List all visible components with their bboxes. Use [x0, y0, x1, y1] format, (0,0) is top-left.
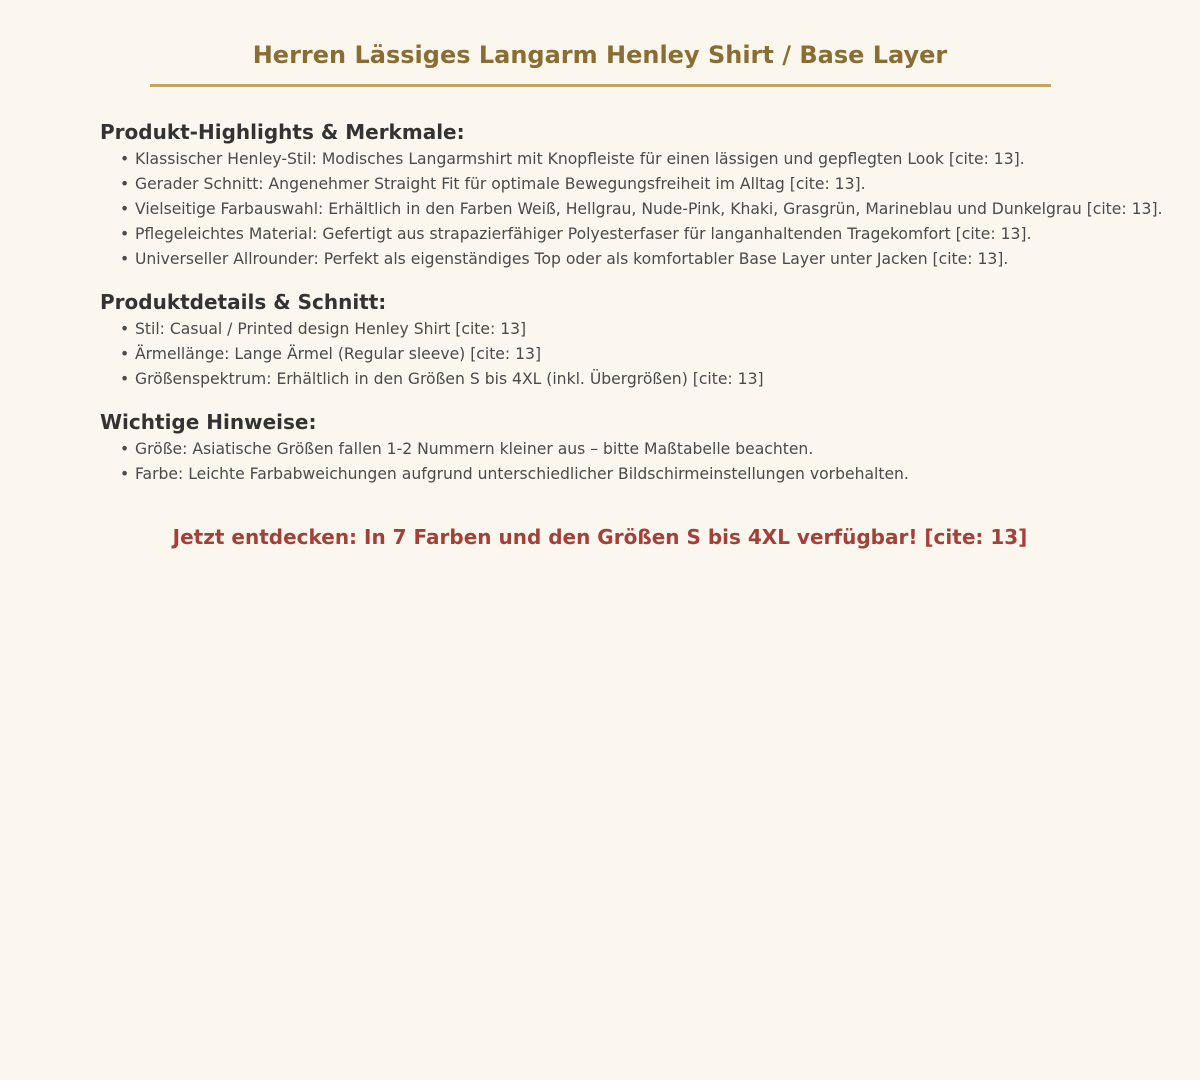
section-heading: Wichtige Hinweise:: [100, 410, 317, 434]
list-item: [100, 317, 1200, 342]
list-item-text: Farbe: Leichte Farbabweichungen aufgrund unterschiedlicher Bildschirmeinstellungen vorbehalten.: [135, 465, 909, 483]
list-item: [100, 437, 1200, 462]
list-item: [100, 462, 1200, 487]
call-to-action: Jetzt entdecken: In 7 Farben und den Größen S bis 4XL verfügbar! [cite: 13]: [172, 525, 1028, 549]
bullet-list: [100, 147, 1200, 272]
product-description: [100, 118, 1200, 503]
page-title: Herren Lässiges Langarm Henley Shirt / Base Layer: [252, 41, 948, 69]
list-item-text: Gerader Schnitt: Angenehmer Straight Fit für optimale Bewegungsfreiheit im Alltag [cite: 13].: [135, 175, 866, 193]
list-item-text: Klassischer Henley-Stil: Modisches Langarmshirt mit Knopfleiste für einen lässigen und gepflegten Look [cite: 13].: [135, 150, 1025, 168]
title-divider: [150, 84, 1051, 87]
list-item: [100, 172, 1200, 197]
list-item: [100, 247, 1200, 272]
list-item: [100, 342, 1200, 367]
list-item: [100, 367, 1200, 392]
list-item-text: Größenspektrum: Erhältlich in den Größen S bis 4XL (inkl. Übergrößen) [cite: 13]: [135, 370, 764, 388]
section-heading: Produkt-Highlights & Merkmale:: [100, 120, 465, 144]
list-item-text: Stil: Casual / Printed design Henley Shirt [cite: 13]: [135, 320, 527, 338]
bullet-list: [100, 437, 1200, 487]
list-item: [100, 197, 1200, 222]
list-item: [100, 147, 1200, 172]
list-item-text: Ärmellänge: Lange Ärmel (Regular sleeve) [cite: 13]: [135, 345, 542, 363]
list-item-text: Vielseitige Farbauswahl: Erhältlich in den Farben Weiß, Hellgrau, Nude-Pink, Khaki, Grasgrün, Marineblau und Dunkelgrau [cite: 13].: [135, 200, 1163, 218]
bullet-list: [100, 317, 1200, 392]
section-heading: Produktdetails & Schnitt:: [100, 290, 387, 314]
list-item-text: Größe: Asiatische Größen fallen 1-2 Nummern kleiner aus – bitte Maßtabelle beachten.: [135, 440, 814, 458]
list-item-text: Universeller Allrounder: Perfekt als eigenständiges Top oder als komfortabler Base Layer unter Jacken [cite: 13].: [135, 250, 1009, 268]
section-highlights: [100, 118, 1200, 272]
section-notes: [100, 408, 1200, 487]
list-item-text: Pflegeleichtes Material: Gefertigt aus strapazierfähiger Polyesterfaser für langanhaltenden Tragekomfort [cite: 13].: [135, 225, 1032, 243]
section-product-details: [100, 288, 1200, 392]
list-item: [100, 222, 1200, 247]
